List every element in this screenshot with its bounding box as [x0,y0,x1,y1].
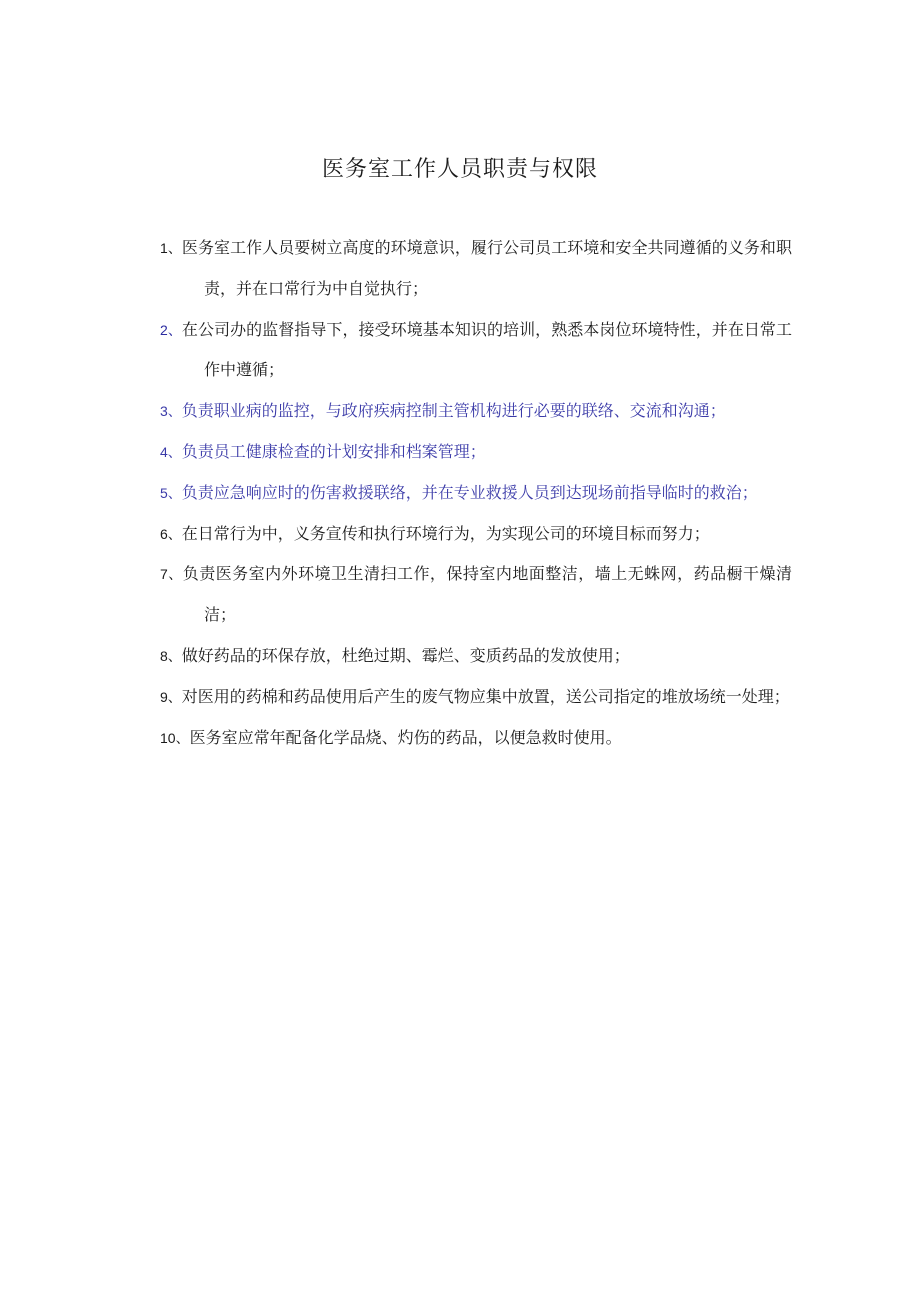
duty-item-9 [160,677,792,718]
duty-number: 8、 [160,647,182,664]
duty-number: 5、 [160,484,182,501]
duty-text: 在公司办的监督指导下，接受环境基本知识的培训，熟悉本岗位环境特性，并在日常工作中遵循； [181,319,792,380]
duty-text: 医务室工作人员要树立高度的环境意识，履行公司员工环境和安全共同遵循的义务和职责，并在口常行为中自觉执行； [181,238,792,298]
duty-item-4 [160,432,792,473]
duty-item-5 [160,473,792,514]
duty-number: 3、 [160,403,182,420]
duty-text: 医务室应常年配备化学品烧、灼伤的药品，以便急救时使用。 [189,727,622,747]
duty-item-2 [160,310,792,392]
duty-item-3 [160,391,792,432]
duty-item-7 [160,554,792,636]
duty-item-1 [160,228,792,310]
duty-item-8 [160,636,792,677]
duty-number: 9、 [160,688,182,705]
duty-item-6 [160,514,792,555]
duty-list [160,228,792,758]
duty-text: 负责医务室内外环境卫生清扫工作，保持室内地面整洁，墙上无蛛网，药品橱干燥清洁； [182,564,792,625]
duty-number: 2、 [160,321,182,338]
duty-number: 4、 [160,443,182,460]
duty-number: 10、 [160,729,190,746]
duty-number: 6、 [160,525,182,542]
duty-item-10 [160,718,792,759]
duty-text: 负责职业病的监控，与政府疾病控制主管机构进行必要的联络、交流和沟通； [181,401,726,421]
duty-text: 对医用的药棉和药品使用后产生的废气物应集中放置，送公司指定的堆放场统一处理； [181,686,790,706]
duty-text: 做好药品的环保存放，杜绝过期、霉烂、变质药品的发放使用； [181,645,630,665]
duty-text: 负责员工健康检查的计划安排和档案管理； [181,441,486,461]
duty-number: 1、 [160,240,182,256]
duty-text: 在日常行为中，义务宣传和执行环境行为，为实现公司的环境目标而努力； [181,523,710,543]
document-title: 医务室工作人员职责与权限 [321,157,598,182]
duty-text: 负责应急响应时的伤害救援联络，并在专业救援人员到达现场前指导临时的救治； [181,482,758,502]
duty-number: 7、 [160,566,183,583]
